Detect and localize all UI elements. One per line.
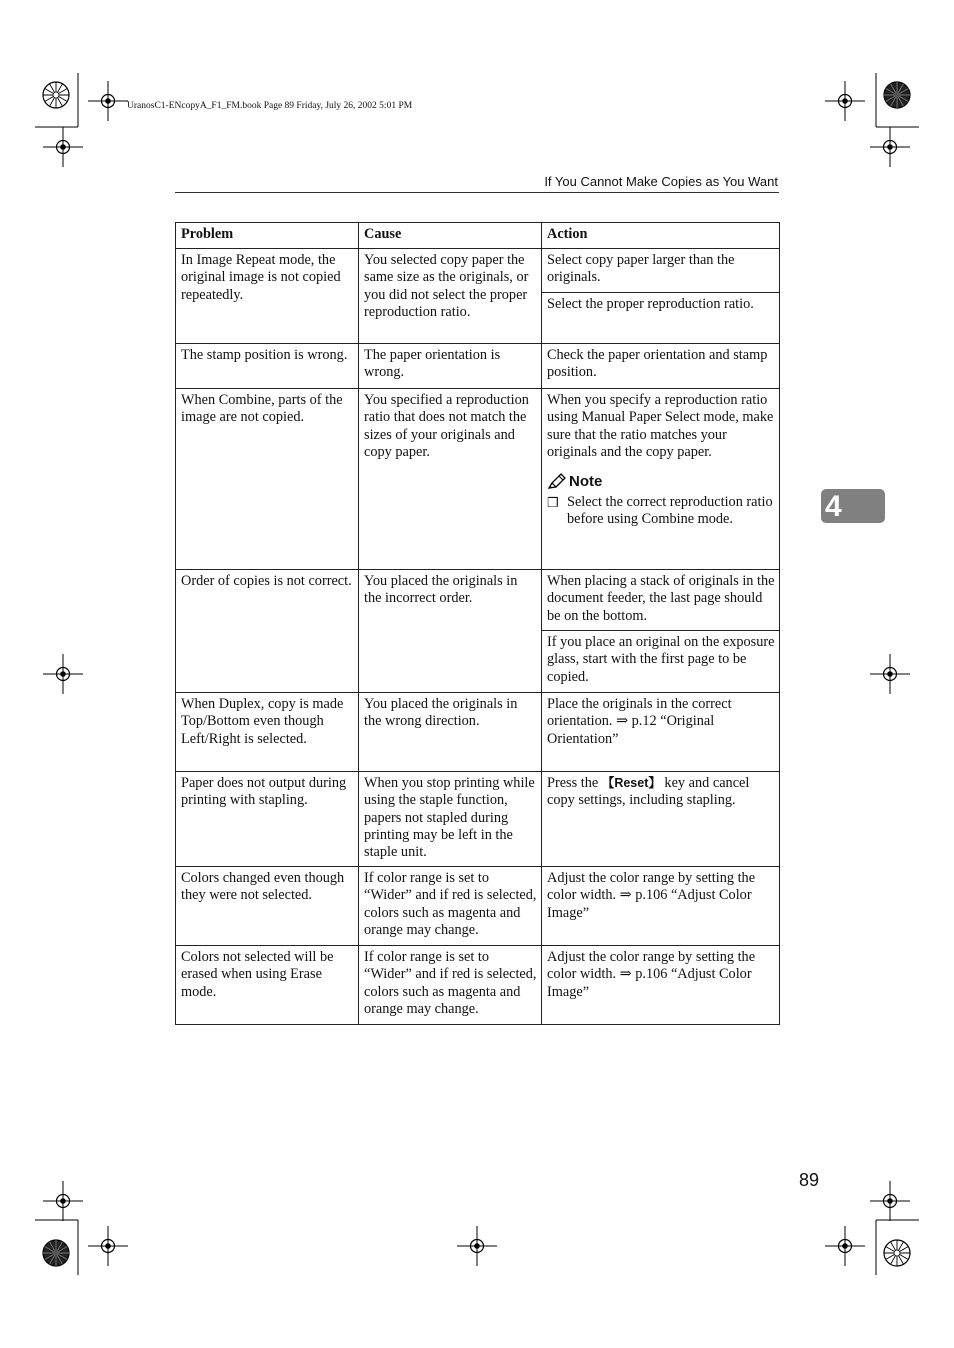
- cause-cell: When you stop printing while using the staple function, papers not stapled during printing may be left in the staple unit.: [359, 772, 542, 867]
- problem-cell: In Image Repeat mode, the original image is not copied repeatedly.: [176, 249, 359, 344]
- action-text: When you specify a reproduction ratio using Manual Paper Select mode, make sure that the ratio matches your originals and the copy paper.: [547, 392, 774, 460]
- table-header-row: [176, 223, 780, 249]
- column-header-problem: Problem: [176, 223, 359, 249]
- table-row: [176, 344, 780, 389]
- table-row: [176, 693, 780, 772]
- action-cell: Adjust the color range by setting the color width. ⇒ p.106 “Adjust Color Image”: [542, 946, 780, 1025]
- action-text-suffix: key and cancel copy settings, including stapling.: [547, 775, 750, 809]
- action-text-prefix: Press the: [547, 775, 602, 792]
- pencil-note-icon: [547, 473, 566, 490]
- action-cell: [542, 772, 780, 867]
- cause-cell: You specified a reproduction ratio that does not match the sizes of your originals and copy paper.: [359, 389, 542, 570]
- table-row: [176, 946, 780, 1025]
- reset-key-label: 【Reset】: [601, 776, 661, 791]
- action-cell: Place the originals in the correct orientation. ⇒ p.12 “Original Orientation”: [542, 693, 780, 772]
- header-rule: [175, 192, 779, 193]
- note-heading: [547, 473, 775, 490]
- problem-cell: The stamp position is wrong.: [176, 344, 359, 389]
- action-cell: Select the proper reproduction ratio.: [542, 292, 780, 344]
- column-header-action: Action: [542, 223, 780, 249]
- chapter-tab: [821, 489, 885, 523]
- cause-cell: You selected copy paper the same size as the originals, or you did not select the proper reproduction ratio.: [359, 249, 542, 344]
- running-header: If You Cannot Make Copies as You Want: [544, 174, 778, 189]
- cause-cell: You placed the originals in the wrong direction.: [359, 693, 542, 772]
- table-row: [176, 389, 780, 570]
- troubleshooting-table: [175, 222, 780, 1025]
- cause-cell: You placed the originals in the incorrect order.: [359, 570, 542, 693]
- table-row: [176, 249, 780, 292]
- problem-cell: When Duplex, copy is made Top/Bottom even though Left/Right is selected.: [176, 693, 359, 772]
- page-number: 89: [799, 1170, 820, 1190]
- action-cell: Adjust the color range by setting the color width. ⇒ p.106 “Adjust Color Image”: [542, 867, 780, 946]
- cause-cell: If color range is set to “Wider” and if red is selected, colors such as magenta and orange may change.: [359, 867, 542, 946]
- problem-cell: Order of copies is not correct.: [176, 570, 359, 693]
- action-cell: Check the paper orientation and stamp position.: [542, 344, 780, 389]
- action-cell: Select copy paper larger than the originals.: [542, 249, 780, 292]
- checkbox-bullet-icon: ❒: [547, 495, 559, 511]
- note-title: Note: [569, 473, 603, 491]
- table-row: [176, 867, 780, 946]
- action-cell: [542, 389, 780, 570]
- table-row: [176, 570, 780, 631]
- cause-cell: If color range is set to “Wider” and if red is selected, colors such as magenta and orange may change.: [359, 946, 542, 1025]
- action-cell: When placing a stack of originals in the document feeder, the last page should be on the bottom.: [542, 570, 780, 631]
- column-header-cause: Cause: [359, 223, 542, 249]
- note-item: [547, 494, 775, 528]
- table-row: [176, 772, 780, 867]
- cause-cell: The paper orientation is wrong.: [359, 344, 542, 389]
- chapter-number: 4: [825, 490, 842, 523]
- problem-cell: Colors changed even though they were not selected.: [176, 867, 359, 946]
- problem-cell: Colors not selected will be erased when using Erase mode.: [176, 946, 359, 1025]
- note-item-text: Select the correct reproduction ratio before using Combine mode.: [567, 494, 773, 528]
- problem-cell: Paper does not output during printing with stapling.: [176, 772, 359, 867]
- action-cell: If you place an original on the exposure glass, start with the first page to be copied.: [542, 631, 780, 693]
- file-info: UranosC1-ENcopyA_F1_FM.book Page 89 Friday, July 26, 2002 5:01 PM: [127, 101, 413, 111]
- problem-cell: When Combine, parts of the image are not copied.: [176, 389, 359, 570]
